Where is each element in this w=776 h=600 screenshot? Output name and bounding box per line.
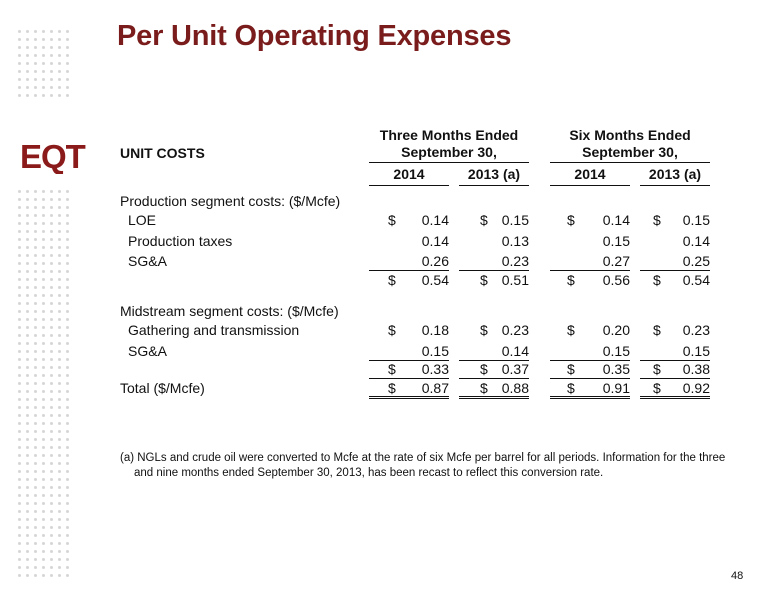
value-number: 0.88 <box>501 380 529 396</box>
svg-text:EQT: EQT <box>20 138 85 174</box>
value-cell <box>459 343 529 361</box>
table-row <box>0 322 776 340</box>
currency-symbol: $ <box>388 272 396 288</box>
value-number: 0.13 <box>501 233 529 249</box>
value-cell <box>369 343 449 361</box>
value-cell <box>480 272 529 289</box>
value-number: 0.38 <box>682 361 710 377</box>
currency-symbol: $ <box>480 361 488 377</box>
row-label: Total ($/Mcfe) <box>120 380 205 396</box>
value-cell <box>550 343 630 361</box>
column-header-2014-q: 2014 <box>369 166 449 186</box>
value-number: 0.23 <box>682 322 710 338</box>
currency-symbol: $ <box>567 322 575 338</box>
value-number: 0.15 <box>682 212 710 228</box>
value-cell <box>369 380 449 399</box>
value-number: 0.23 <box>501 322 529 338</box>
row-label: LOE <box>128 212 157 228</box>
value-number: 0.15 <box>682 343 710 359</box>
currency-symbol: $ <box>653 272 661 288</box>
value-cell <box>459 380 529 399</box>
subtotal-row <box>0 361 776 379</box>
table-header-label: UNIT COSTS <box>120 145 205 161</box>
value-number: 0.15 <box>602 343 630 359</box>
value-number: 0.33 <box>421 361 449 377</box>
value-number: 0.26 <box>421 253 449 269</box>
value-number: 0.20 <box>602 322 630 338</box>
value-number: 0.14 <box>501 343 529 359</box>
value-cell <box>388 322 449 339</box>
value-cell <box>567 272 630 289</box>
currency-symbol: $ <box>653 212 661 228</box>
value-number: 0.18 <box>421 322 449 338</box>
table-row <box>0 253 776 271</box>
row-label: SG&A <box>128 253 167 269</box>
footnote: (a) NGLs and crude oil were converted to Mcfe at the rate of six Mcfe per barrel for all periods. Information for the three and nine months ended September 30, 2013, has been recast to reflect this conversion rate. <box>120 452 726 479</box>
value-cell <box>369 253 449 271</box>
currency-symbol: $ <box>388 380 396 396</box>
value-cell <box>653 272 710 289</box>
currency-symbol: $ <box>567 212 575 228</box>
currency-symbol: $ <box>480 212 488 228</box>
page-title: Per Unit Operating Expenses <box>117 20 512 52</box>
value-number: 0.14 <box>421 233 449 249</box>
value-cell <box>459 361 529 379</box>
currency-symbol: $ <box>480 380 488 396</box>
column-header-2013-q: 2013 (a) <box>459 166 529 186</box>
row-label: Production segment costs: ($/Mcfe) <box>120 193 341 209</box>
currency-symbol: $ <box>653 380 661 396</box>
value-cell <box>567 233 630 250</box>
currency-symbol: $ <box>388 322 396 338</box>
value-number: 0.15 <box>421 343 449 359</box>
table-row <box>0 212 776 230</box>
value-number: 0.54 <box>682 272 710 288</box>
value-cell <box>388 272 449 289</box>
section-heading <box>0 303 776 321</box>
group-line1: Three Months Ended <box>379 127 519 143</box>
currency-symbol: $ <box>567 272 575 288</box>
table-row <box>0 343 776 361</box>
value-cell <box>640 380 710 399</box>
row-label: Midstream segment costs: ($/Mcfe) <box>120 303 339 319</box>
table-row <box>0 233 776 251</box>
column-header-2013-ytd: 2013 (a) <box>640 166 710 186</box>
subtotal-row <box>0 272 776 290</box>
value-cell <box>550 253 630 271</box>
currency-symbol: $ <box>567 361 575 377</box>
value-cell <box>388 212 449 229</box>
value-number: 0.92 <box>682 380 710 396</box>
value-number: 0.27 <box>602 253 630 269</box>
value-number: 0.37 <box>501 361 529 377</box>
value-number: 0.15 <box>501 212 529 228</box>
value-number: 0.35 <box>602 361 630 377</box>
value-cell <box>653 322 710 339</box>
value-cell <box>480 322 529 339</box>
value-cell <box>640 253 710 271</box>
value-cell <box>480 233 529 250</box>
currency-symbol: $ <box>653 322 661 338</box>
column-group-three-months <box>369 127 529 163</box>
value-number: 0.14 <box>602 212 630 228</box>
value-cell <box>550 380 630 399</box>
row-label: SG&A <box>128 343 167 359</box>
value-number: 0.25 <box>682 253 710 269</box>
value-number: 0.14 <box>421 212 449 228</box>
group-line2: September 30, <box>582 144 678 160</box>
value-number: 0.91 <box>602 380 630 396</box>
currency-symbol: $ <box>388 361 396 377</box>
value-number: 0.56 <box>602 272 630 288</box>
value-cell <box>640 343 710 361</box>
value-cell <box>567 322 630 339</box>
value-cell <box>459 253 529 271</box>
currency-symbol: $ <box>480 272 488 288</box>
group-line2: September 30, <box>401 144 497 160</box>
eqt-logo <box>20 138 90 174</box>
value-number: 0.14 <box>682 233 710 249</box>
value-number: 0.51 <box>501 272 529 288</box>
row-label: Production taxes <box>128 233 233 249</box>
value-cell <box>550 361 630 379</box>
value-cell <box>567 212 630 229</box>
value-number: 0.87 <box>421 380 449 396</box>
value-cell <box>653 233 710 250</box>
currency-symbol: $ <box>388 212 396 228</box>
value-number: 0.54 <box>421 272 449 288</box>
value-cell <box>653 212 710 229</box>
currency-symbol: $ <box>653 361 661 377</box>
row-label: Gathering and transmission <box>128 322 300 338</box>
column-header-2014-ytd: 2014 <box>550 166 630 186</box>
total-row <box>0 380 776 398</box>
value-cell <box>480 212 529 229</box>
value-cell <box>388 233 449 250</box>
group-line1: Six Months Ended <box>569 127 691 143</box>
value-cell <box>369 361 449 379</box>
value-number: 0.23 <box>501 253 529 269</box>
value-cell <box>640 361 710 379</box>
column-group-six-months <box>550 127 710 163</box>
section-heading <box>0 193 776 211</box>
currency-symbol: $ <box>480 322 488 338</box>
currency-symbol: $ <box>567 380 575 396</box>
value-number: 0.15 <box>602 233 630 249</box>
page-number: 48 <box>731 570 744 582</box>
